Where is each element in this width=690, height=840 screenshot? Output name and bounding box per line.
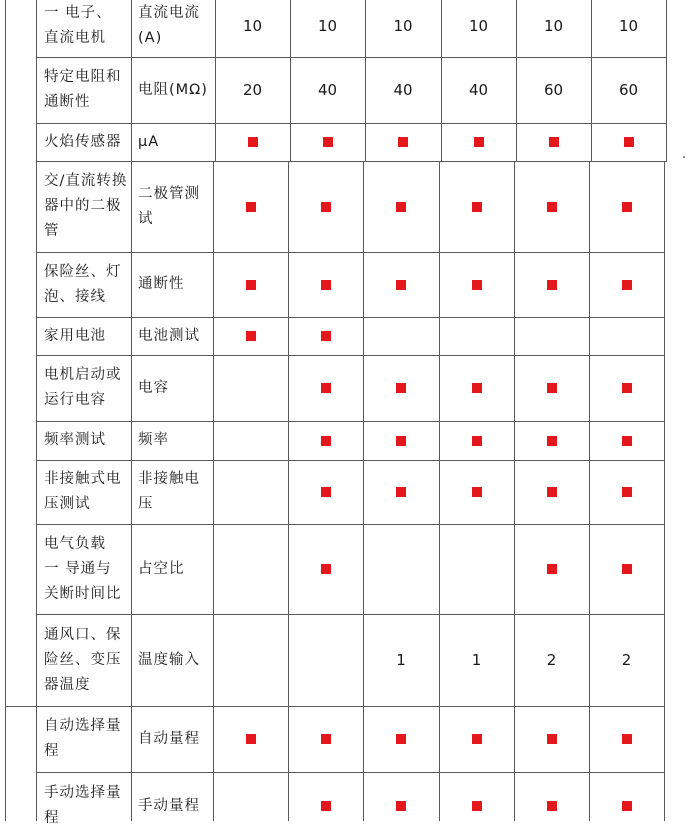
red-square-icon <box>472 383 482 393</box>
col-border <box>664 252 665 317</box>
col-border <box>666 123 667 161</box>
col-border <box>131 161 132 252</box>
col-border <box>36 161 37 252</box>
section-border-left <box>5 0 6 706</box>
row-parameter: 温度输入 <box>138 651 200 668</box>
red-square-icon <box>396 202 406 212</box>
section-divider <box>5 706 36 707</box>
row-parameter: μA <box>138 133 160 150</box>
supported-mark <box>589 421 664 460</box>
red-square-icon <box>472 436 482 446</box>
row-parameter: 电容 <box>138 379 169 396</box>
col-border <box>131 421 132 460</box>
supported-mark <box>288 460 363 524</box>
red-square-icon <box>622 202 632 212</box>
col-border <box>131 355 132 421</box>
supported-mark <box>215 123 290 161</box>
supported-mark <box>365 123 441 161</box>
row-parameter: 占空比 <box>138 560 185 577</box>
row-category: 电气负载 一 导通与 关断时间比 <box>44 535 122 602</box>
row-parameter: 电阻(MΩ) <box>138 81 208 98</box>
value-cell: 40 <box>468 81 489 99</box>
red-square-icon <box>321 734 331 744</box>
row-parameter: 通断性 <box>138 276 185 292</box>
red-square-icon <box>321 331 331 341</box>
value-cell <box>589 317 664 355</box>
row-parameter: 非接触电 压 <box>138 471 200 512</box>
row-category: 火焰传感器 <box>44 133 122 150</box>
value-cell: 60 <box>618 81 639 99</box>
supported-mark <box>363 460 439 524</box>
red-square-icon <box>246 202 256 212</box>
supported-mark <box>514 355 589 421</box>
red-square-icon <box>547 202 557 212</box>
red-square-icon <box>398 137 408 147</box>
value-cell <box>213 614 288 706</box>
col-border <box>131 123 132 161</box>
supported-mark <box>288 772 363 840</box>
supported-mark <box>439 161 514 252</box>
col-border <box>131 614 132 706</box>
col-border <box>666 0 667 57</box>
supported-mark <box>288 317 363 355</box>
red-square-icon <box>622 734 632 744</box>
col-border <box>131 524 132 614</box>
supported-mark <box>363 161 439 252</box>
supported-mark <box>514 772 589 840</box>
supported-mark <box>514 524 589 614</box>
row-category: 一 电子、 直流电机 <box>44 5 112 46</box>
col-border <box>664 161 665 252</box>
row-parameter: 二极管测 试 <box>138 185 200 227</box>
value-cell <box>363 317 439 355</box>
value-cell: 10 <box>393 17 413 35</box>
red-square-icon <box>321 202 331 212</box>
col-border <box>664 421 665 460</box>
col-border <box>131 317 132 355</box>
red-square-icon <box>246 734 256 744</box>
row-category: 保险丝、灯 泡、接线 <box>44 263 122 305</box>
value-cell: 10 <box>242 17 263 35</box>
value-cell: 10 <box>543 17 564 35</box>
col-border <box>36 421 37 460</box>
supported-mark <box>514 460 589 524</box>
red-square-icon <box>396 487 406 497</box>
value-cell: 40 <box>317 81 338 99</box>
supported-mark <box>589 355 664 421</box>
col-border <box>36 317 37 355</box>
red-square-icon <box>396 734 406 744</box>
supported-mark <box>439 706 514 772</box>
col-border <box>131 706 132 772</box>
supported-mark <box>288 706 363 772</box>
supported-mark <box>514 421 589 460</box>
supported-mark <box>288 524 363 614</box>
red-square-icon <box>547 436 557 446</box>
col-border <box>131 772 132 821</box>
row-parameter: 直流电流 (A) <box>138 5 200 46</box>
value-cell: 20 <box>242 81 263 99</box>
red-square-icon <box>472 487 482 497</box>
red-square-icon <box>547 280 557 290</box>
col-border <box>36 0 37 57</box>
supported-mark <box>213 161 288 252</box>
red-square-icon <box>624 137 634 147</box>
red-square-icon <box>321 280 331 290</box>
supported-mark <box>363 252 439 317</box>
value-cell <box>213 524 288 614</box>
red-square-icon <box>622 487 632 497</box>
supported-mark <box>516 123 591 161</box>
value-cell <box>213 460 288 524</box>
red-square-icon <box>321 383 331 393</box>
red-square-icon <box>396 436 406 446</box>
row-category: 手动选择量 程 <box>44 785 122 826</box>
red-square-icon <box>323 137 333 147</box>
supported-mark <box>213 706 288 772</box>
col-border <box>666 57 667 123</box>
red-square-icon <box>472 202 482 212</box>
row-parameter: 自动量程 <box>138 730 200 747</box>
value-cell <box>288 614 363 706</box>
supported-mark <box>363 772 439 840</box>
value-cell <box>363 524 439 614</box>
supported-mark <box>288 421 363 460</box>
row-category: 特定电阻和 通断性 <box>44 69 122 110</box>
red-square-icon <box>248 137 258 147</box>
red-square-icon <box>622 801 632 811</box>
supported-mark <box>288 252 363 317</box>
red-square-icon <box>321 436 331 446</box>
value-cell: 10 <box>468 17 489 35</box>
red-square-icon <box>549 137 559 147</box>
row-parameter: 手动量程 <box>138 797 200 814</box>
supported-mark <box>589 252 664 317</box>
row-category: 频率测试 <box>44 432 106 448</box>
value-cell <box>439 317 514 355</box>
red-square-icon <box>246 280 256 290</box>
value-cell <box>213 772 288 840</box>
supported-mark <box>290 123 365 161</box>
col-border <box>36 123 37 161</box>
supported-mark <box>288 355 363 421</box>
col-border <box>664 317 665 355</box>
supported-mark <box>439 355 514 421</box>
supported-mark <box>441 123 516 161</box>
red-square-icon <box>472 801 482 811</box>
value-cell: 2 <box>621 651 632 669</box>
row-category: 电机启动或 运行电容 <box>44 367 122 408</box>
col-border <box>131 252 132 317</box>
supported-mark <box>213 317 288 355</box>
col-border <box>36 706 37 772</box>
row-category: 自动选择量 程 <box>44 718 122 759</box>
supported-mark <box>589 706 664 772</box>
supported-mark <box>439 460 514 524</box>
col-border <box>664 524 665 614</box>
red-square-icon <box>547 734 557 744</box>
red-square-icon <box>472 280 482 290</box>
row-category: 通风口、保 险丝、变压 器温度 <box>44 626 122 693</box>
value-cell: 2 <box>546 651 557 669</box>
supported-mark <box>589 772 664 840</box>
supported-mark <box>514 706 589 772</box>
red-square-icon <box>321 564 331 574</box>
value-cell <box>439 524 514 614</box>
col-border <box>664 772 665 821</box>
scan-speck <box>683 156 685 158</box>
red-square-icon <box>396 280 406 290</box>
col-border <box>131 0 132 57</box>
value-cell <box>514 317 589 355</box>
red-square-icon <box>547 487 557 497</box>
red-square-icon <box>547 383 557 393</box>
supported-mark <box>589 524 664 614</box>
supported-mark <box>589 161 664 252</box>
col-border <box>664 460 665 524</box>
supported-mark <box>439 772 514 840</box>
value-cell: 10 <box>618 17 639 35</box>
col-border <box>131 460 132 524</box>
col-border <box>36 355 37 421</box>
value-cell <box>213 355 288 421</box>
col-border <box>131 57 132 123</box>
supported-mark <box>514 161 589 252</box>
col-border <box>36 614 37 706</box>
row-category: 非接触式电 压测试 <box>44 471 122 512</box>
red-square-icon <box>474 137 484 147</box>
col-border <box>36 460 37 524</box>
supported-mark <box>288 161 363 252</box>
value-cell: 10 <box>317 17 338 35</box>
col-border <box>664 706 665 772</box>
red-square-icon <box>321 487 331 497</box>
col-border <box>36 252 37 317</box>
supported-mark <box>439 252 514 317</box>
col-border <box>36 772 37 821</box>
red-square-icon <box>622 383 632 393</box>
supported-mark <box>363 421 439 460</box>
value-cell: 40 <box>393 81 413 99</box>
supported-mark <box>439 421 514 460</box>
supported-mark <box>213 252 288 317</box>
supported-mark <box>589 460 664 524</box>
red-square-icon <box>622 564 632 574</box>
red-square-icon <box>472 734 482 744</box>
row-category: 交/直流转换 器中的二极 管 <box>44 173 128 239</box>
row-parameter: 频率 <box>138 432 169 448</box>
value-cell: 1 <box>396 651 406 669</box>
supported-mark <box>514 252 589 317</box>
red-square-icon <box>246 331 256 341</box>
red-square-icon <box>396 383 406 393</box>
red-square-icon <box>547 564 557 574</box>
supported-mark <box>363 706 439 772</box>
red-square-icon <box>547 801 557 811</box>
row-parameter: 电池测试 <box>138 327 200 344</box>
value-cell <box>213 421 288 460</box>
supported-mark <box>591 123 666 161</box>
section-border-left-lower <box>5 706 6 821</box>
supported-mark <box>363 355 439 421</box>
col-border <box>664 614 665 706</box>
red-square-icon <box>321 801 331 811</box>
col-border <box>664 355 665 421</box>
red-square-icon <box>622 280 632 290</box>
red-square-icon <box>396 801 406 811</box>
value-cell: 1 <box>471 651 482 669</box>
col-border <box>36 57 37 123</box>
row-category: 家用电池 <box>44 327 106 344</box>
col-border <box>36 524 37 614</box>
red-square-icon <box>622 436 632 446</box>
value-cell: 60 <box>543 81 564 99</box>
